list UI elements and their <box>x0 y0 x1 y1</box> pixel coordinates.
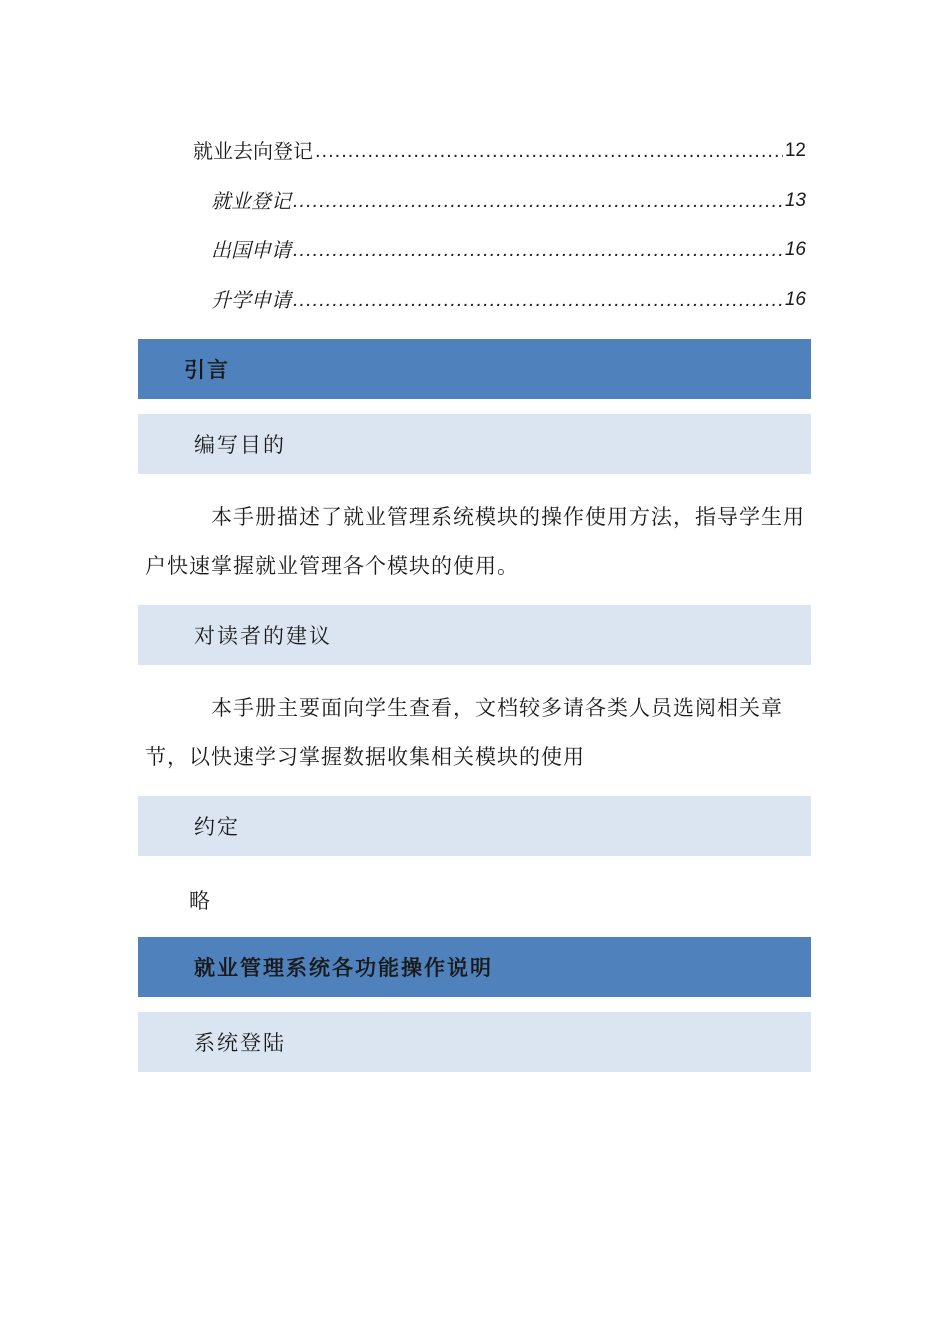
heading-label: 约定 <box>194 815 240 839</box>
heading-label: 对读者的建议 <box>194 624 332 648</box>
heading-system-login <box>138 1012 811 1072</box>
heading-label: 就业管理系统各功能操作说明 <box>194 956 493 980</box>
heading-label: 引言 <box>184 358 230 382</box>
toc-entry-title: 升学申请 <box>211 288 291 312</box>
toc-entry-title: 就业去向登记 <box>193 139 313 163</box>
toc-entry-title: 出国申请 <box>211 238 291 262</box>
readers-paragraph: 本手册主要面向学生查看，文档较多请各类人员选阅相关章节，以快速学习掌握数据收集相关模块的使用 <box>145 696 783 769</box>
toc-leader-dots <box>293 285 783 315</box>
heading-label: 系统登陆 <box>194 1031 286 1055</box>
toc-page-number: 12 <box>784 140 806 161</box>
toc-page-number: 16 <box>784 239 806 260</box>
heading-purpose <box>138 414 811 474</box>
heading-introduction <box>138 339 811 399</box>
toc-entry-title: 就业登记 <box>211 189 291 213</box>
toc-entry-employment-registration[interactable] <box>211 186 806 216</box>
heading-system-functions <box>138 937 811 997</box>
toc-entry-study-abroad[interactable] <box>211 235 806 265</box>
toc-page-number: 16 <box>784 289 806 310</box>
heading-reader-suggestions <box>138 605 811 665</box>
heading-label: 编写目的 <box>194 433 286 457</box>
toc-entry-employment-destination[interactable] <box>193 136 806 166</box>
heading-conventions <box>138 796 811 856</box>
toc-leader-dots <box>315 136 783 166</box>
toc-page-number: 13 <box>784 190 806 211</box>
toc-leader-dots <box>293 186 783 216</box>
purpose-paragraph: 本手册描述了就业管理系统模块的操作使用方法，指导学生用户快速掌握就业管理各个模块的使用。 <box>145 505 805 578</box>
conventions-text: 略 <box>189 889 210 913</box>
toc-leader-dots <box>293 235 783 265</box>
toc-entry-further-study[interactable] <box>211 285 806 315</box>
